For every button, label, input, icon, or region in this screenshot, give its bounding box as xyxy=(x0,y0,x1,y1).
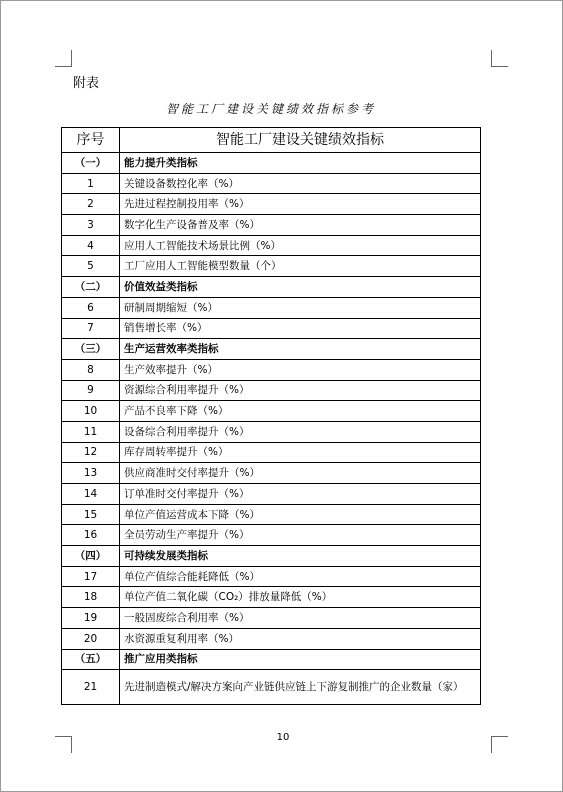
row-number: 21 xyxy=(62,670,120,705)
category-row xyxy=(62,339,481,360)
table-row xyxy=(62,628,481,649)
row-number: 16 xyxy=(62,525,120,546)
category-name: 可持续发展类指标 xyxy=(120,546,481,567)
table-row xyxy=(62,235,481,256)
indicator-name: 一般固废综合利用率（%） xyxy=(120,608,481,629)
row-number: （四） xyxy=(62,546,120,567)
table-row xyxy=(62,194,481,215)
indicator-name: 资源综合利用率提升（%） xyxy=(120,380,481,401)
row-number: 13 xyxy=(62,463,120,484)
indicator-name: 数字化生产设备普及率（%） xyxy=(120,215,481,236)
row-number: 12 xyxy=(62,442,120,463)
table-row xyxy=(62,670,481,705)
row-number: 1 xyxy=(62,173,120,194)
table-row xyxy=(62,504,481,525)
table-body xyxy=(62,153,481,705)
crop-mark-top-left xyxy=(55,50,72,67)
category-name: 价值效益类指标 xyxy=(120,277,481,298)
category-row xyxy=(62,277,481,298)
row-number: 5 xyxy=(62,256,120,277)
table-row xyxy=(62,442,481,463)
indicator-name: 销售增长率（%） xyxy=(120,318,481,339)
indicator-name: 全员劳动生产率提升（%） xyxy=(120,525,481,546)
indicator-name: 订单准时交付率提升（%） xyxy=(120,484,481,505)
table-row xyxy=(62,421,481,442)
row-number: 6 xyxy=(62,297,120,318)
table-header-row xyxy=(62,128,481,153)
table-row xyxy=(62,484,481,505)
row-number: 9 xyxy=(62,380,120,401)
category-row xyxy=(62,153,481,174)
kpi-table xyxy=(61,127,481,705)
indicator-name: 先进过程控制投用率（%） xyxy=(120,194,481,215)
row-number: 14 xyxy=(62,484,120,505)
category-name: 能力提升类指标 xyxy=(120,153,481,174)
indicator-name: 工厂应用人工智能模型数量（个） xyxy=(120,256,481,277)
table-row xyxy=(62,256,481,277)
indicator-name: 供应商准时交付率提升（%） xyxy=(120,463,481,484)
crop-mark-bottom-left xyxy=(55,736,72,753)
table-row xyxy=(62,297,481,318)
row-number: （一） xyxy=(62,153,120,174)
row-number: 17 xyxy=(62,566,120,587)
appendix-label: 附表 xyxy=(73,76,100,91)
indicator-name: 应用人工智能技术场景比例（%） xyxy=(120,235,481,256)
table-row xyxy=(62,463,481,484)
row-number: （二） xyxy=(62,277,120,298)
row-number: 11 xyxy=(62,421,120,442)
indicator-name: 单位产值运营成本下降（%） xyxy=(120,504,481,525)
category-row xyxy=(62,546,481,567)
table-row xyxy=(62,359,481,380)
indicator-name: 关键设备数控化率（%） xyxy=(120,173,481,194)
row-number: 8 xyxy=(62,359,120,380)
page-number: 10 xyxy=(276,732,290,743)
indicator-name: 单位产值二氧化碳（CO₂）排放量降低（%） xyxy=(120,587,481,608)
table-row xyxy=(62,380,481,401)
crop-mark-top-right xyxy=(491,50,508,67)
table-row xyxy=(62,608,481,629)
category-row xyxy=(62,649,481,670)
table-row xyxy=(62,173,481,194)
category-name: 推广应用类指标 xyxy=(120,649,481,670)
table-row xyxy=(62,587,481,608)
row-number: 18 xyxy=(62,587,120,608)
crop-mark-bottom-right xyxy=(491,736,508,753)
row-number: （三） xyxy=(62,339,120,360)
indicator-name: 研制周期缩短（%） xyxy=(120,297,481,318)
row-number: 20 xyxy=(62,628,120,649)
row-number: 10 xyxy=(62,401,120,422)
indicator-name: 水资源重复利用率（%） xyxy=(120,628,481,649)
table-row xyxy=(62,525,481,546)
indicator-name: 设备综合利用率提升（%） xyxy=(120,421,481,442)
indicator-name: 产品不良率下降（%） xyxy=(120,401,481,422)
table-title: 智能工厂建设关键绩效指标参考 xyxy=(165,102,376,116)
row-number: 3 xyxy=(62,215,120,236)
row-number: 19 xyxy=(62,608,120,629)
row-number: 15 xyxy=(62,504,120,525)
indicator-name: 单位产值综合能耗降低（%） xyxy=(120,566,481,587)
indicator-name: 库存周转率提升（%） xyxy=(120,442,481,463)
table-row xyxy=(62,215,481,236)
row-number: 4 xyxy=(62,235,120,256)
indicator-name: 先进制造模式/解决方案向产业链供应链上下游复制推广的企业数量（家） xyxy=(120,670,481,705)
table-row xyxy=(62,401,481,422)
row-number: 7 xyxy=(62,318,120,339)
row-number: （五） xyxy=(62,649,120,670)
row-number: 2 xyxy=(62,194,120,215)
table-row xyxy=(62,318,481,339)
header-serial-number: 序号 xyxy=(62,128,120,153)
indicator-name: 生产效率提升（%） xyxy=(120,359,481,380)
header-indicator: 智能工厂建设关键绩效指标 xyxy=(120,128,481,153)
category-name: 生产运营效率类指标 xyxy=(120,339,481,360)
table-row xyxy=(62,566,481,587)
